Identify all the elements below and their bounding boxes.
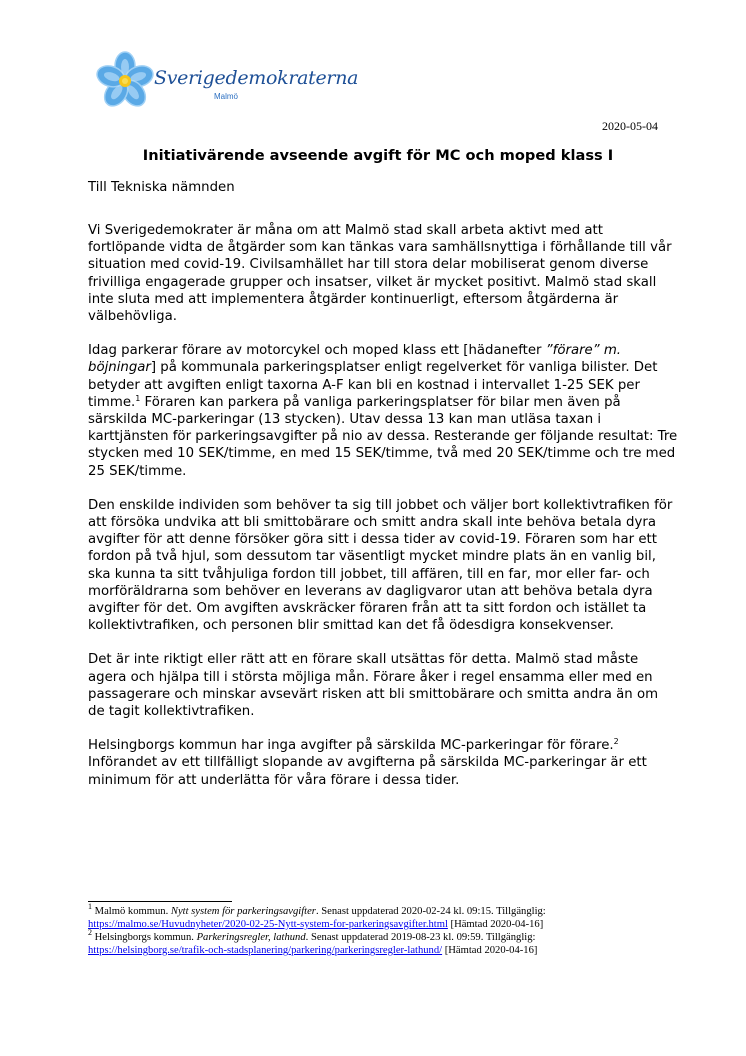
footnote-link[interactable]: https://malmo.se/Huvudnyheter/2020-02-25-Nytt-system-for-parkeringsavgifter.html [88, 919, 448, 930]
recipient-line: Till Tekniska nämnden [88, 180, 235, 195]
logo-subtitle: Malmö [214, 92, 239, 101]
footnote-title: Parkeringsregler, lathund [196, 932, 306, 943]
document-body [88, 222, 678, 806]
paragraph-4: Det är inte riktigt eller rätt att en förare skall utsättas för detta. Malmö stad måste agera och hjälpa till i största möjliga mån. Förare åker i regel ensamma eller med en passagerare och minskar avsevärt risken att bli smittobärare och smitta andra än om de tagit kollektivtrafiken. [88, 652, 659, 720]
footnotes [88, 902, 688, 957]
footnote-text: . Senast uppdaterad 2019-08-23 kl. 09:59. Tillgänglig: [305, 932, 536, 943]
document-date: 2020-05-04 [602, 119, 658, 133]
paragraph-2-text-b: ] på kommunala parkeringsplatser enligt regelverket för vanliga bilister. Det betyder att avgiften enligt taxorna A-F kan bli en kostnad i intervallet 1-25 SEK per timme. [88, 360, 658, 410]
footnote-2 [88, 928, 688, 957]
footnote-text: Malmö kommun. [92, 906, 171, 917]
footnote-text: Helsingborgs kommun. [92, 932, 197, 943]
footnote-ref-2[interactable]: 2 [613, 737, 619, 747]
paragraph-2-italic: ”förare” m. böjningar [88, 343, 622, 376]
paragraph-5 [88, 737, 678, 789]
footnote-number: 1 [88, 902, 92, 911]
footnote-link[interactable]: https://helsingborg.se/trafik-och-stadsplanering/parkering/parkeringsregler-lathund/ [88, 945, 443, 956]
footnote-ref-1[interactable]: 1 [135, 393, 141, 403]
footnote-1 [88, 902, 688, 931]
paragraph-3: Den enskilde individen som behöver ta sig till jobbet och väljer bort kollektivtrafiken för att försöka undvika att bli smittobärare och smitt andra skall inte behöva betala dyra avgifter för att denne försöker göra sitt i dessa tider av covid-19. Föraren som har ett fordon på två hjul, som dessutom tar väsentligt mycket mindre plats än en vanlig bil, ska kunna ta sitt tvåhjuliga fordon till jobbet, till affären, till en far, mor eller far- och morföräldrarna som behöver en leverans av dagligvaror utan att behöva betala dyra avgifter för det. Om avgiften avskräcker föraren från att ta sitt fordon och istället ta kollektivtrafiken, och personen blir smittad kan det få ödesdigra konsekvenser. [88, 497, 673, 634]
footnote-text: . Senast uppdaterad 2020-02-24 kl. 09:15. Tillgänglig: [315, 906, 546, 917]
footnote-divider [88, 901, 232, 902]
blue-anemone-flower-icon [94, 50, 156, 112]
paragraph-5-text-a: Helsingborgs kommun har inga avgifter på särskilda MC-parkeringar för förare. [88, 738, 614, 754]
document-title: Initiativärende avseende avgift för MC och moped klass I [142, 147, 614, 164]
logo-wordmark: Sverigedemokraterna [154, 67, 359, 89]
paragraph-2-text-c: Föraren kan parkera på vanliga parkeringsplatser för bilar men även på särskilda MC-parkeringar (13 stycken). Utav dessa 13 kan man utläsa taxan i karttjänsten för parkeringsavgifter på nio av dessa. Resterande ger följande resultat: Tre stycken med 10 SEK/timme, en med 15 SEK/timme, två med 20 SEK/timme och tre med 25 SEK/timme. [88, 394, 678, 479]
party-logo [94, 50, 359, 112]
footnote-retrieved: [Hämtad 2020-04-16] [442, 945, 538, 956]
footnote-number: 2 [88, 928, 92, 937]
paragraph-2-text-a: Idag parkerar förare av motorcykel och moped klass ett [hädanefter [88, 343, 546, 359]
footnote-title: Nytt system för parkeringsavgifter [170, 906, 316, 917]
paragraph-2 [88, 342, 678, 480]
footnote-retrieved: [Hämtad 2020-04-16] [447, 919, 544, 930]
paragraph-5-text-b: Införandet av ett tillfälligt slopande av avgifterna på särskilda MC-parkeringar är ett minimum för att underlätta för våra förare i dessa tider. [88, 755, 647, 788]
paragraph-1: Vi Sverigedemokrater är måna om att Malmö stad skall arbeta aktivt med att fortlöpande vidta de åtgärder som kan tänkas vara samhällsnyttiga i förhållande till vår situation med covid-19. Civilsamhället har till stora delar mobiliserat genom diverse frivilliga engagerade grupper och insatser, vilket är mycket positivt. Malmö stad skall inte sluta med att implementera åtgärder kontinuerligt, eftersom åtgärderna är välbehövliga. [88, 223, 672, 325]
